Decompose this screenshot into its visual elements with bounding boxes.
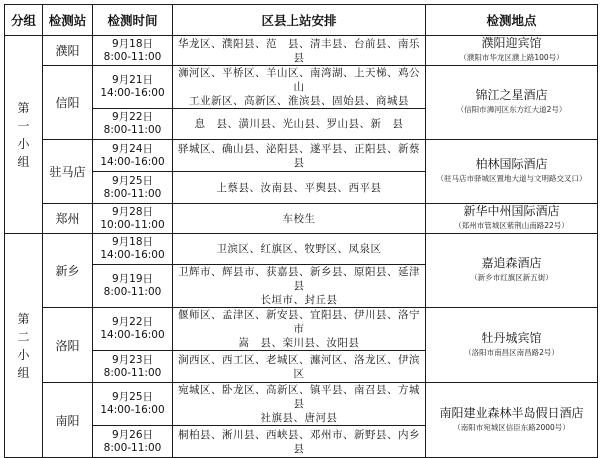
group-cell — [5, 36, 43, 234]
header-group: 分组 — [5, 5, 43, 36]
table-row — [5, 204, 598, 234]
header-time: 检测时间 — [93, 5, 173, 36]
time-cell: 9月19日 8:00-11:00 — [93, 265, 173, 308]
station-cell: 郑州 — [43, 204, 93, 234]
table-row — [5, 66, 598, 109]
venue-name: 柏林国际酒店 — [475, 157, 548, 171]
counties-cell: 桐柏县、淅川县、西峡县、邓州市、新野县、内乡县 — [173, 426, 426, 458]
header-row — [5, 5, 598, 36]
venue-cell — [426, 234, 598, 308]
table-row — [5, 36, 598, 66]
time-cell: 9月24日 14:00-16:00 — [93, 140, 173, 172]
group-label: 第二小组 — [17, 311, 30, 380]
venue-name: 锦江之星酒店 — [475, 88, 548, 102]
time-cell: 9月23日 8:00-11:00 — [93, 351, 173, 383]
venue-address: （驻马店市驿城区置地大道与文明路交叉口） — [436, 174, 587, 183]
station-cell: 南阳 — [43, 383, 93, 458]
venue-cell — [426, 383, 598, 458]
venue-cell — [426, 140, 598, 204]
table-row — [5, 383, 598, 426]
counties-cell: 涧西区、西工区、老城区、瀍河区、洛龙区、伊滨区 — [173, 351, 426, 383]
counties-cell: 卫辉市、辉县市、获嘉县、新乡县、原阳县、延津县 长垣市、封丘县 — [173, 265, 426, 308]
venue-cell — [426, 308, 598, 383]
header-counties: 区县上站安排 — [173, 5, 426, 36]
time-cell: 9月26日 8:00-11:00 — [93, 426, 173, 458]
counties-cell: 华龙区、濮阳县、范 县、清丰县、台前县、南乐县 — [173, 36, 426, 66]
venue-address: （南阳市宛城区信臣东路2000号） — [453, 422, 570, 432]
table-row — [5, 140, 598, 172]
schedule-table — [4, 4, 598, 458]
counties-cell: 卫滨区、红旗区、牧野区、凤泉区 — [173, 234, 426, 265]
group-label: 第一小组 — [17, 100, 30, 169]
venue-cell — [426, 66, 598, 140]
table-row — [5, 234, 598, 265]
counties-cell: 息 县、潢川县、光山县、罗山县、新 县 — [173, 109, 426, 140]
venue-address: （新乡市红旗区新五街） — [470, 273, 553, 282]
venue-name: 濮阳迎宾馆 — [481, 36, 542, 50]
venue-name: 南阳建业森林半岛假日酒店 — [439, 405, 584, 420]
time-cell: 9月21日 14:00-16:00 — [93, 66, 173, 109]
venue-name: 牡丹城宾馆 — [481, 330, 542, 345]
venue-address: （郑州市管城区紫荆山南路22号） — [454, 221, 569, 230]
station-cell: 新乡 — [43, 234, 93, 308]
group-cell — [5, 234, 43, 458]
venue-address: （洛阳市南昌区南昌路2号） — [464, 347, 559, 357]
counties-cell: 宛城区、卧龙区、高新区、镇平县、南召县、方城县 社旗县、唐河县 — [173, 383, 426, 426]
counties-cell: 浉河区、平桥区、羊山区、南湾湖、上天梯、鸡公山 工业新区、高新区、淮滨县、固始县、商城县 — [173, 66, 426, 109]
venue-name: 新华中州国际酒店 — [463, 204, 560, 218]
venue-address: （信阳市浉河区东方红大道2号） — [456, 105, 567, 114]
header-station: 检测站 — [43, 5, 93, 36]
table-row — [5, 308, 598, 351]
time-cell: 9月18日 8:00-11:00 — [93, 36, 173, 66]
counties-cell: 驿城区、确山县、泌阳县、遂平县、正阳县、新蔡县 — [173, 140, 426, 172]
time-cell: 9月22日 8:00-11:00 — [93, 109, 173, 140]
time-cell: 9月25日 14:00-16:00 — [93, 383, 173, 426]
station-cell: 濮阳 — [43, 36, 93, 66]
time-cell: 9月22日 14:00-16:00 — [93, 308, 173, 351]
time-cell: 9月18日 14:00-16:00 — [93, 234, 173, 265]
venue-cell — [426, 204, 598, 234]
counties-cell: 上蔡县、汝南县、平舆县、西平县 — [173, 172, 426, 204]
venue-cell — [426, 36, 598, 66]
station-cell: 信阳 — [43, 66, 93, 140]
venue-address: （濮阳市华龙区濮上路100号） — [459, 53, 564, 62]
time-cell: 9月25日 8:00-11:00 — [93, 172, 173, 204]
counties-cell: 偃师区、孟津区、新安县、宜阳县、伊川县、洛宁市 嵩 县、栾川县、汝阳县 — [173, 308, 426, 351]
time-cell: 9月28日 10:00-11:00 — [93, 204, 173, 234]
header-venue: 检测地点 — [426, 5, 598, 36]
counties-cell: 车校生 — [173, 204, 426, 234]
station-cell: 驻马店 — [43, 140, 93, 204]
station-cell: 洛阳 — [43, 308, 93, 383]
venue-name: 嘉追森酒店 — [481, 256, 542, 270]
